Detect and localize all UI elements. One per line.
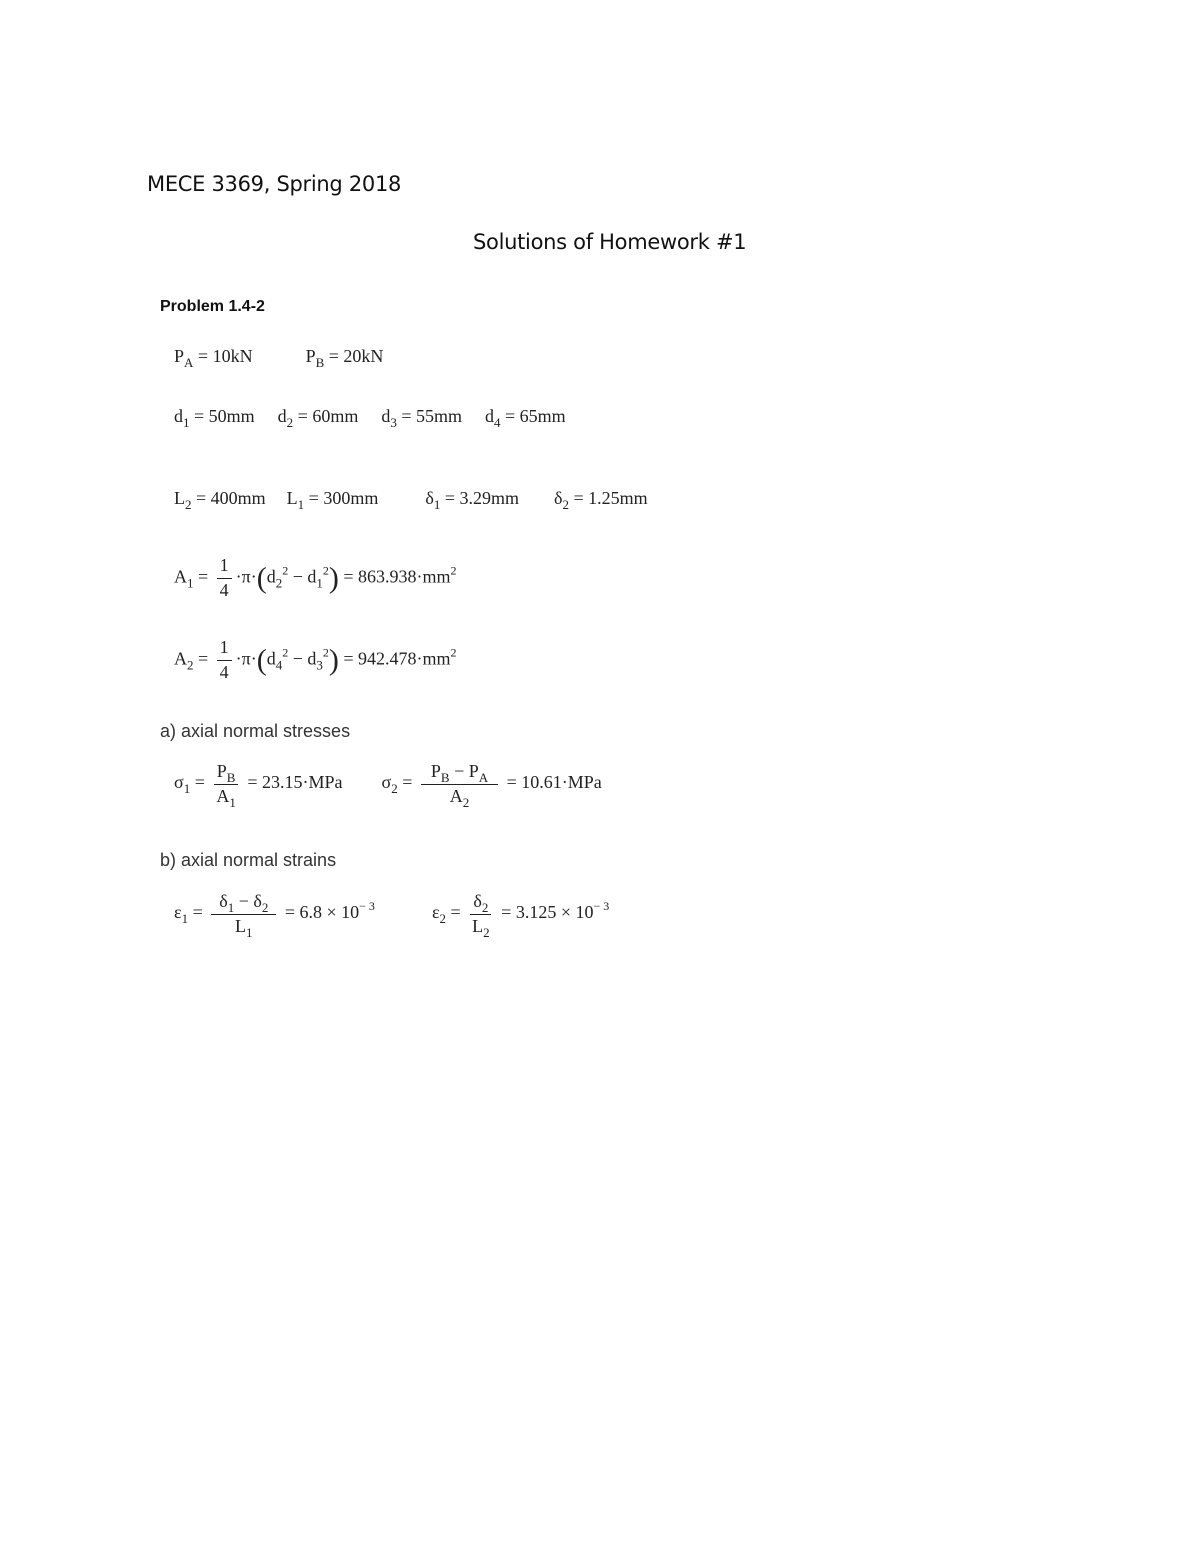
A2-result: 942.478·mm — [358, 648, 451, 669]
sigma2-result: 10.61·MPa — [521, 772, 602, 793]
part-b-heading: b) axial normal strains — [160, 850, 337, 870]
PA-equation: $P_A = 10kN$ — [174, 346, 253, 370]
one-quarter-fraction: $\frac{1}{4}$ — [217, 638, 232, 683]
one-quarter-fraction: $\frac{1}{4}$ — [217, 556, 232, 601]
A1-result: 863.938·mm — [358, 566, 451, 587]
eps1-result: 6.8 × 10 — [299, 902, 360, 923]
part-a-heading: a) axial normal stresses — [160, 721, 351, 741]
problem-label: Problem 1.4-2 — [160, 298, 265, 315]
eps1-equation: $\varepsilon_1$ = $\frac{\delta_1 - \delta_2}{L_1}$ = $6.8 \times 10^{- 3}$ — [174, 891, 375, 940]
given-lengths-deformations — [174, 488, 648, 512]
PB-equation: $P_B = 20kN$ — [305, 346, 384, 370]
sigma2-equation: $\sigma_2$ = $\frac{P_B - P_A}{A_2}$ = 10.61·MPa — [381, 761, 602, 810]
document-title: Solutions of Homework #1 — [473, 230, 747, 254]
eps2-equation: $\varepsilon_2$ = $\frac{\delta_2}{L_2}$ = $3.125 \times 10^{- 3}$ — [431, 891, 610, 940]
d3-equation: $d_3 = 55mm$ — [381, 406, 463, 430]
given-diameters — [174, 406, 566, 430]
area-A1-equation: $A_1$ = $\frac{1}{4}$ $\cdot\pi\cdot(d_2^2 - d_1^2) = 863.938\cdot mm^2$ — [174, 555, 457, 600]
d4-equation: $d_4 = 65mm$ — [485, 406, 566, 430]
delta2-equation: $\delta_2 = 1.25mm$ — [554, 488, 648, 512]
stress-equations — [174, 761, 602, 810]
eps2-result: 3.125 × 10 — [515, 902, 594, 923]
course-heading: MECE 3369, Spring 2018 — [147, 172, 402, 196]
given-loads — [174, 346, 384, 370]
strain-equations — [174, 891, 610, 940]
L1-equation: $L_1 = 300mm$ — [286, 488, 379, 512]
sigma1-equation: $\sigma_1$ = $\frac{P_B}{A_1}$ = 23.15·MPa — [174, 761, 343, 810]
d2-equation: $d_2 = 60mm$ — [277, 406, 359, 430]
sigma1-result: 23.15·MPa — [262, 772, 343, 793]
delta1-equation: $\delta_1 = 3.29mm$ — [425, 488, 519, 512]
L2-equation: $L_2 = 400mm$ — [174, 488, 266, 512]
d1-equation: $d_1 = 50mm$ — [174, 406, 255, 430]
area-A2-equation: $A_2$ = $\frac{1}{4}$ $\cdot\pi\cdot(d_4^2 - d_3^2) = 942.478\cdot mm^2$ — [174, 637, 457, 682]
